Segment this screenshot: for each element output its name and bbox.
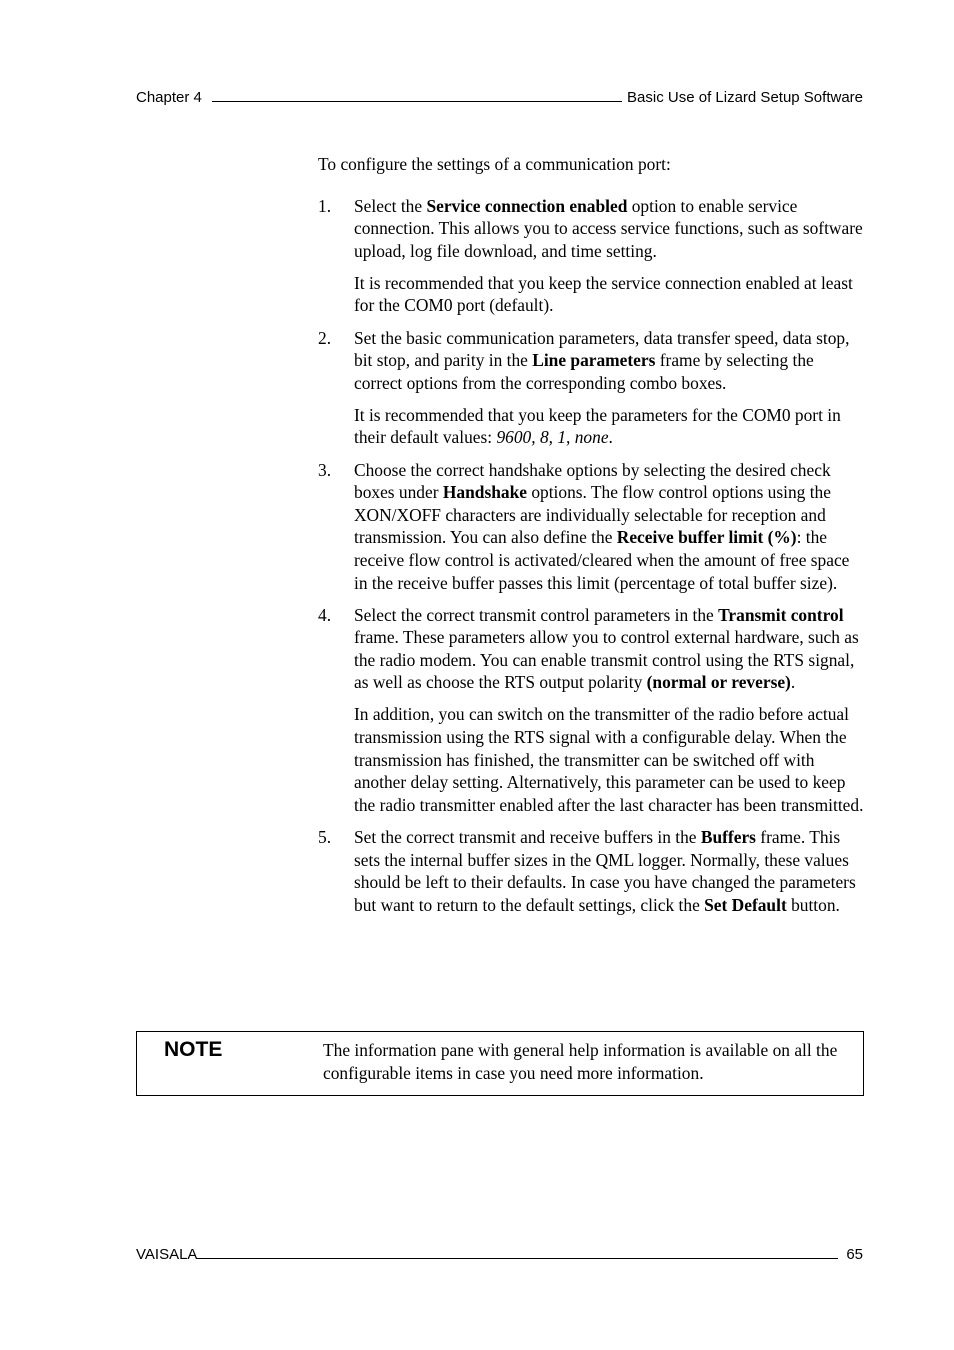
step-paragraph <box>354 272 864 317</box>
step-paragraph <box>354 826 864 916</box>
text-run: options. The flow control options using the XON/XOFF characters are individually selectable for reception and transmission. You can also define the <box>354 482 831 548</box>
step-item <box>318 826 864 926</box>
italic-value: 9600, 8, 1, none <box>496 427 609 448</box>
intro-text: To configure the settings of a communication port: <box>318 154 671 174</box>
page-body <box>318 153 864 926</box>
step-item <box>318 195 864 327</box>
text-run: . <box>608 427 613 448</box>
step-paragraph <box>354 703 864 816</box>
step-number: 2. <box>318 327 332 348</box>
page-number: 65 <box>846 1246 863 1263</box>
note-label: NOTE <box>164 1038 223 1061</box>
text-run: . <box>790 672 796 693</box>
text-run: frame. These parameters allow you to control external hardware, such as the radio modem. You can enable transmit control using the RTS signal, as well as choose the RTS output polarity <box>354 627 859 693</box>
bold-term: (normal or reverse) <box>646 672 791 693</box>
text-run: button. <box>786 894 840 915</box>
bold-term: Buffers <box>700 826 756 847</box>
step-item <box>318 327 864 459</box>
step-paragraph <box>354 459 864 595</box>
text-run: option to enable service connection. This allows you to access service functions, such as software upload, log file download, and time setting. <box>354 195 863 261</box>
steps-list <box>318 195 864 926</box>
step-paragraph <box>354 327 864 395</box>
text-run: frame. This sets the internal buffer sizes in the QML logger. Normally, these values should be left to their defaults. In case you have changed the parameters but want to return to the default settings, click the <box>354 826 856 915</box>
step-content <box>354 459 864 604</box>
text-run: Set the basic communication parameters, data transfer speed, data stop, bit stop, and parity in the <box>354 327 850 371</box>
text-run: Select the correct transmit control parameters in the <box>354 604 719 625</box>
step-number: 3. <box>318 459 332 480</box>
text-run: Choose the correct handshake options by selecting the desired check boxes under <box>354 459 831 503</box>
note-text: The information pane with general help information is available on all the configurable items in case you need more information. <box>323 1040 838 1083</box>
step-content <box>354 604 864 826</box>
step-number: 5. <box>318 826 332 847</box>
step-number: 4. <box>318 604 332 625</box>
step-number: 1. <box>318 195 332 216</box>
bold-term: Transmit control <box>718 604 844 625</box>
note-box <box>136 1031 864 1096</box>
page-footer <box>136 1243 863 1263</box>
step-content <box>354 826 864 926</box>
bold-term: Set Default <box>704 894 787 915</box>
chapter-label: Chapter 4 <box>136 89 202 106</box>
header-rule <box>212 101 622 102</box>
step-paragraph <box>354 604 864 694</box>
company-name: VAISALA <box>136 1246 198 1263</box>
bold-term: Line parameters <box>532 350 656 371</box>
step-content <box>354 195 864 327</box>
text-run: In addition, you can switch on the transmitter of the radio before actual transmission using the RTS signal with a configurable delay. When the transmission has finished, the transmitter can be switched off with another delay setting. Alternatively, this parameter can be used to keep the radio transmitter enabled after the last character has been transmitted. <box>354 704 864 815</box>
step-item <box>318 604 864 826</box>
page-header <box>136 86 863 106</box>
text-run: Set the correct transmit and receive buffers in the <box>354 826 701 847</box>
text-run: It is recommended that you keep the parameters for the COM0 port in their default values: <box>354 404 841 448</box>
text-run: It is recommended that you keep the service connection enabled at least for the COM0 port (default). <box>354 272 853 316</box>
text-run: : the receive flow control is activated/cleared when the amount of free space in the receive buffer passes this limit (percentage of total buffer size). <box>354 527 850 593</box>
text-run: frame by selecting the correct options from the corresponding combo boxes. <box>354 350 814 393</box>
bold-term: Receive buffer limit (%) <box>616 527 797 548</box>
text-run: Select the <box>354 195 427 216</box>
footer-rule <box>197 1258 838 1259</box>
step-content <box>354 327 864 459</box>
step-item <box>318 459 864 604</box>
step-paragraph <box>354 195 864 263</box>
step-paragraph <box>354 404 864 449</box>
bold-term: Handshake <box>442 482 527 503</box>
chapter-title: Basic Use of Lizard Setup Software <box>627 89 863 106</box>
bold-term: Service connection enabled <box>426 195 628 216</box>
